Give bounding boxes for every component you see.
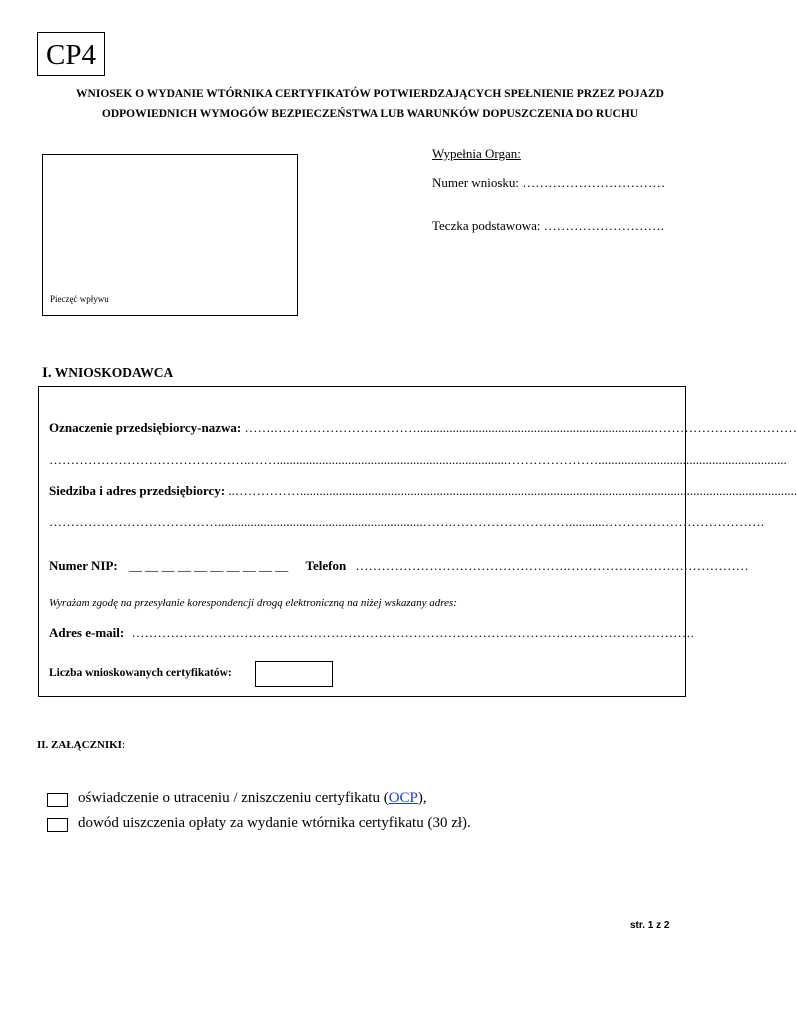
request-number-field[interactable] xyxy=(432,175,665,191)
form-code: CP4 xyxy=(37,32,105,76)
email-consent-text: Wyrażam zgodę na przesyłanie korespondencji drogą elektroniczną na niżej wskazany adres: xyxy=(49,597,457,609)
cert-count-label: Liczba wnioskowanych certyfikatów: xyxy=(49,667,232,679)
page-number: str. 1 z 2 xyxy=(630,920,670,931)
company-name-field[interactable] xyxy=(49,420,797,436)
form-title-line-1: WNIOSEK O WYDANIE WTÓRNIKA CERTYFIKATÓW POTWIERDZAJĄCYCH SPEŁNIENIE PRZEZ POJAZD xyxy=(76,88,664,100)
address-dots: ..……………......................................................................................................................................................... xyxy=(228,483,797,498)
attachment-1-text xyxy=(78,790,427,807)
attachment-2-checkbox[interactable] xyxy=(47,818,68,832)
nip-input[interactable]: __ __ __ __ __ __ __ __ __ __ xyxy=(128,558,289,573)
section-1-heading xyxy=(42,365,173,382)
email-label: Adres e-mail: xyxy=(49,625,125,640)
section-2-colon: : xyxy=(121,739,126,751)
nip-phone-row xyxy=(49,558,749,574)
organ-header: Wypełnia Organ: xyxy=(432,146,521,161)
address-field[interactable] xyxy=(49,483,797,499)
receipt-stamp-box xyxy=(42,154,298,316)
form-title-line-2: ODPOWIEDNICH WYMOGÓW BEZPIECZEŃSTWA LUB WARUNKÓW DOPUSZCZENIA DO RUCHU xyxy=(101,108,639,120)
base-folder-field[interactable] xyxy=(432,218,664,234)
attachment-1-checkbox[interactable] xyxy=(47,793,68,807)
line-2-dots: ………………………………………..…….......................................................................………………….......................................................... xyxy=(49,452,787,467)
phone-input[interactable]: ………………………………………….…………………………………… xyxy=(355,558,749,573)
email-dots: …………………………………………………………………………………………………………………. xyxy=(131,625,694,640)
base-folder-label: Teczka podstawowa: xyxy=(432,218,541,233)
email-field[interactable] xyxy=(49,625,694,641)
phone-label: Telefon xyxy=(305,558,347,573)
section-1-title: WNIOSKODAWCA xyxy=(54,365,174,380)
applicant-form xyxy=(38,386,797,697)
attachment-1-end: ), xyxy=(417,790,427,806)
base-folder-dots: ………………………. xyxy=(543,218,664,233)
request-number-label: Numer wniosku: xyxy=(432,175,520,190)
company-name-line-2[interactable] xyxy=(49,452,787,468)
cert-count-input[interactable] xyxy=(255,661,333,687)
company-name-dots: …….…………………………….........................................................................…………………………… xyxy=(244,420,797,435)
attachment-1-label: oświadczenie o utraceniu / zniszczeniu certyfikatu ( xyxy=(78,790,389,806)
ocp-link[interactable]: OCP xyxy=(388,790,418,806)
company-name-label: Oznaczenie przedsiębiorcy-nazwa: xyxy=(49,420,242,435)
section-1-number: I. xyxy=(42,365,52,381)
stamp-label: Pieczęć wpływu xyxy=(50,294,109,304)
address-label: Siedziba i adres przedsiębiorcy: xyxy=(49,483,226,498)
section-2-heading xyxy=(37,739,125,751)
nip-label: Numer NIP: xyxy=(49,558,118,573)
request-number-dots: …………………………… xyxy=(522,175,666,190)
section-2-title: II. ZAŁĄCZNIKI xyxy=(37,739,122,751)
line-4-dots: …………………………………...............................................................…….………………………...........………………………………. xyxy=(49,514,764,529)
attachment-2-text: dowód uiszczenia opłaty za wydanie wtórnika certyfikatu (30 zł). xyxy=(78,815,471,831)
address-line-2[interactable] xyxy=(49,514,764,530)
